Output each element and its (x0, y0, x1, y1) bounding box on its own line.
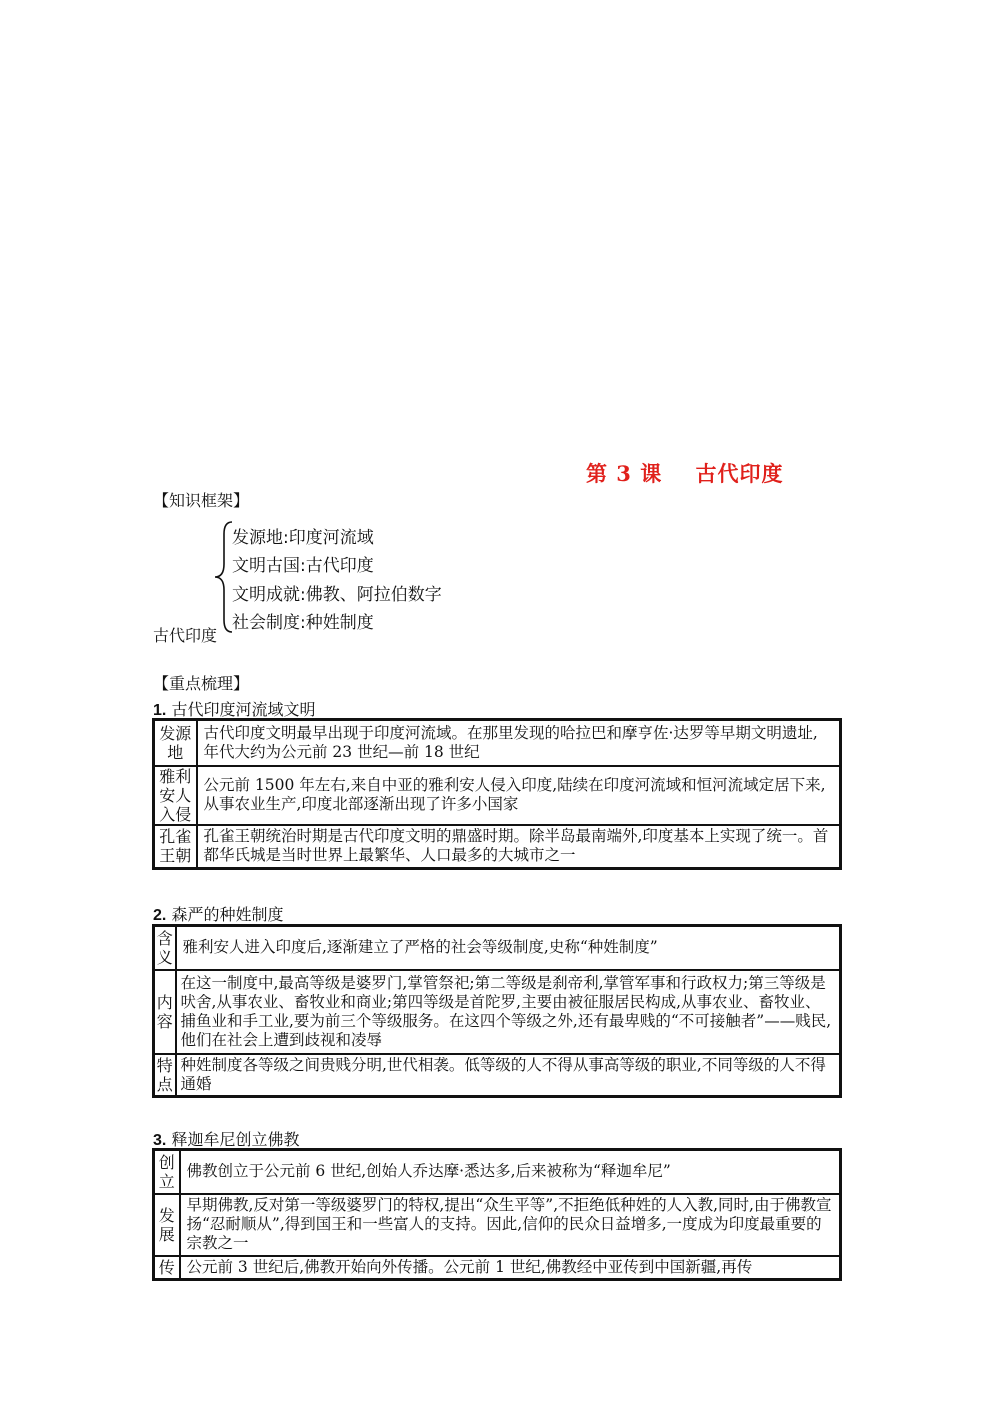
framework-item: 发源地:印度河流域 (232, 528, 374, 548)
section-table (152, 1148, 842, 1281)
row-value: 公元前 3 世纪后,佛教开始向外传播。公元前 1 世纪,佛教经中亚传到中国新疆,再传 (180, 1256, 841, 1280)
framework-root: 古代印度 (153, 626, 218, 645)
section-number: 1. (153, 702, 167, 719)
row-value: 雅利安人进入印度后,逐渐建立了严格的社会等级制度,史称“种姓制度” (176, 926, 841, 970)
row-key: 传 (154, 1256, 180, 1280)
table-row (154, 1194, 841, 1256)
section-number: 2. (153, 907, 167, 924)
table-row (154, 766, 841, 825)
section-heading (153, 697, 315, 720)
keypoints-heading: 【重点梳理】 (153, 674, 250, 693)
table-row (154, 720, 841, 766)
row-value: 种姓制度各等级之间贵贱分明,世代相袭。低等级的人不得从事高等级的职业,不同等级的人不得通婚 (176, 1054, 841, 1097)
section-table (152, 718, 842, 870)
table-row (154, 1054, 841, 1097)
section-table (152, 924, 842, 1098)
section-heading (153, 1127, 299, 1150)
row-value: 早期佛教,反对第一等级婆罗门的特权,提出“众生平等”,不拒绝低种姓的人入教,同时,由于佛教宣扬“忍耐顺从”,得到国王和一些富人的支持。因此,信仰的民众日益增多,一度成为印度最重要的宗教之一 (180, 1194, 841, 1256)
section-title: 森严的种姓制度 (171, 905, 284, 924)
section-title: 释迦牟尼创立佛教 (171, 1130, 300, 1149)
row-key: 内容 (154, 970, 176, 1054)
framework-item: 文明古国:古代印度 (232, 556, 374, 576)
section-heading (153, 902, 283, 925)
section-title: 古代印度河流域文明 (171, 700, 316, 719)
row-value: 佛教创立于公元前 6 世纪,创始人乔达摩·悉达多,后来被称为“释迦牟尼” (180, 1150, 841, 1194)
table-row (154, 926, 841, 970)
brace-icon (212, 520, 234, 634)
framework-heading: 【知识框架】 (153, 491, 250, 510)
table-row (154, 1256, 841, 1280)
row-value: 公元前 1500 年左右,来自中亚的雅利安人侵入印度,陆续在印度河流域和恒河流域定居下来,从事农业生产,印度北部逐渐出现了许多小国家 (197, 766, 841, 825)
section-number: 3. (153, 1132, 167, 1149)
framework-item: 社会制度:种姓制度 (232, 613, 374, 633)
table-row (154, 825, 841, 869)
row-key: 孔雀王朝 (154, 825, 197, 869)
row-value: 古代印度文明最早出现于印度河流域。在那里发现的哈拉巴和摩亨佐·达罗等早期文明遗址,年代大约为公元前 23 世纪—前 18 世纪 (197, 720, 841, 766)
row-key: 含义 (154, 926, 176, 970)
row-key: 发展 (154, 1194, 180, 1256)
row-value: 孔雀王朝统治时期是古代印度文明的鼎盛时期。除半岛最南端外,印度基本上实现了统一。首都华氏城是当时世界上最繁华、人口最多的大城市之一 (197, 825, 841, 869)
framework-item: 文明成就:佛教、阿拉伯数字 (232, 585, 442, 605)
row-key: 创立 (154, 1150, 180, 1194)
lesson-title: 第 3 课 古代印度 (586, 461, 784, 486)
row-value: 在这一制度中,最高等级是婆罗门,掌管祭祀;第二等级是刹帝利,掌管军事和行政权力;第三等级是吠舍,从事农业、畜牧业和商业;第四等级是首陀罗,主要由被征服居民构成,从事农业、畜牧业、捕鱼业和手工业,要为前三个等级服务。在这四个等级之外,还有最卑贱的“不可接触者”——贱民,他们在社会上遭到歧视和凌辱 (176, 970, 841, 1054)
row-key: 雅利安人入侵 (154, 766, 197, 825)
table-row (154, 970, 841, 1054)
table-row (154, 1150, 841, 1194)
row-key: 发源地 (154, 720, 197, 766)
row-key: 特点 (154, 1054, 176, 1097)
